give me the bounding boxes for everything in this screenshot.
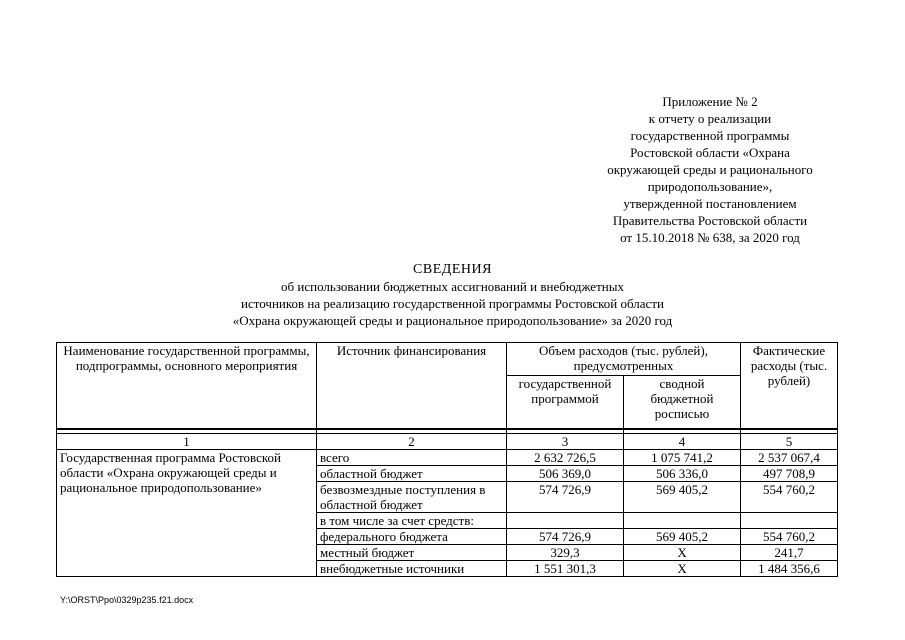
document-heading bbox=[0, 261, 905, 329]
appendix-line: Ростовской области «Охрана bbox=[630, 145, 790, 160]
actual-value-cell: 554 760,2 bbox=[741, 529, 838, 545]
heading-line: об использовании бюджетных ассигнований и внебюджетных bbox=[281, 279, 624, 294]
source-cell: в том числе за счет средств: bbox=[317, 513, 507, 529]
program-value-cell: 506 369,0 bbox=[507, 466, 624, 482]
source-cell: безвозмездные поступления в областной бюджет bbox=[317, 482, 507, 513]
column-number: 2 bbox=[317, 434, 507, 450]
actual-value-cell bbox=[741, 513, 838, 529]
column-number: 1 bbox=[57, 434, 317, 450]
budget-value-cell: 506 336,0 bbox=[624, 466, 741, 482]
source-cell: внебюджетные источники bbox=[317, 561, 507, 577]
header-source: Источник финансирования bbox=[317, 343, 507, 430]
program-value-cell: 329,3 bbox=[507, 545, 624, 561]
budget-value-cell: Х bbox=[624, 561, 741, 577]
heading-line: «Охрана окружающей среды и рациональное природопользование» за 2020 год bbox=[232, 313, 673, 328]
header-program: государственной программой bbox=[507, 376, 624, 430]
header-name: Наименование государственной программы, подпрограммы, основного мероприятия bbox=[57, 343, 317, 430]
appendix-line: к отчету о реализации bbox=[648, 111, 772, 126]
appendix-line: окружающей среды и рационального bbox=[607, 162, 813, 177]
header-budget: сводной бюджетной росписью bbox=[624, 376, 741, 430]
expenditure-table bbox=[56, 342, 838, 577]
header-actual: Фактические расходы (тыс. рублей) bbox=[741, 343, 838, 430]
appendix-block bbox=[590, 93, 830, 246]
source-cell: федерального бюджета bbox=[317, 529, 507, 545]
appendix-line: природопользование», bbox=[647, 179, 773, 194]
program-value-cell bbox=[507, 513, 624, 529]
appendix-line: государственной программы bbox=[630, 128, 790, 143]
budget-value-cell: Х bbox=[624, 545, 741, 561]
actual-value-cell: 554 760,2 bbox=[741, 482, 838, 513]
actual-value-cell: 1 484 356,6 bbox=[741, 561, 838, 577]
appendix-line: от 15.10.2018 № 638, за 2020 год bbox=[620, 230, 800, 245]
program-value-cell: 1 551 301,3 bbox=[507, 561, 624, 577]
source-cell: областной бюджет bbox=[317, 466, 507, 482]
actual-value-cell: 2 537 067,4 bbox=[741, 450, 838, 466]
table-row bbox=[57, 450, 838, 466]
actual-value-cell: 241,7 bbox=[741, 545, 838, 561]
budget-value-cell: 569 405,2 bbox=[624, 482, 741, 513]
header-planned: Объем расходов (тыс. рублей), предусмотренных bbox=[507, 343, 741, 376]
program-value-cell: 574 726,9 bbox=[507, 529, 624, 545]
file-path-footer: Y:\ORST\Ppo\0329p235.f21.docx bbox=[60, 595, 194, 605]
source-cell: всего bbox=[317, 450, 507, 466]
appendix-line: Правительства Ростовской области bbox=[612, 213, 808, 228]
appendix-line: утвержденной постановлением bbox=[623, 196, 797, 211]
program-name-cell: Государственная программа Ростовской области «Охрана окружающей среды и рациональное природопользование» bbox=[57, 450, 317, 577]
program-value-cell: 574 726,9 bbox=[507, 482, 624, 513]
column-number: 4 bbox=[624, 434, 741, 450]
program-value-cell: 2 632 726,5 bbox=[507, 450, 624, 466]
header-row bbox=[57, 343, 838, 376]
appendix-line: Приложение № 2 bbox=[662, 94, 758, 109]
document-title: СВЕДЕНИЯ bbox=[413, 262, 492, 277]
column-number: 5 bbox=[741, 434, 838, 450]
budget-value-cell: 569 405,2 bbox=[624, 529, 741, 545]
column-number-row bbox=[57, 434, 838, 450]
column-number: 3 bbox=[507, 434, 624, 450]
source-cell: местный бюджет bbox=[317, 545, 507, 561]
budget-value-cell: 1 075 741,2 bbox=[624, 450, 741, 466]
budget-value-cell bbox=[624, 513, 741, 529]
heading-line: источников на реализацию государственной программы Ростовской области bbox=[241, 296, 664, 311]
actual-value-cell: 497 708,9 bbox=[741, 466, 838, 482]
